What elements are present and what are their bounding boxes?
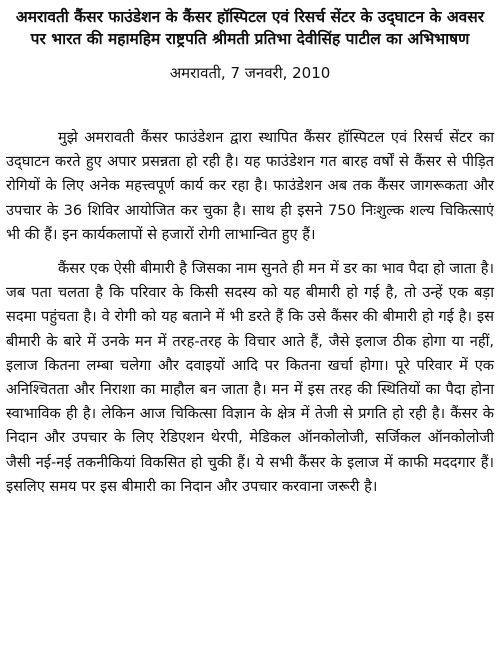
dateline: अमरावती, 7 जनवरी, 2010	[169, 64, 331, 82]
paragraph-1: मुझे अमरावती कैंसर फाउंडेशन द्वारा स्थापित कैंसर हॉस्पिटल एवं रिसर्च सेंटर का उद्‌घाटन करते हुए अपार प्रसन्नता हो रही है। यह फाउंडेशन गत बारह वर्षों से कैंसर से पीड़ित रोगियों के लिए अनेक महत्त्वपूर्ण कार्य कर रहा है। फाउंडेशन अब तक कैंसर जागरूकता और उपचार के 36 शिविर आयोजित कर चुका है। साथ ही इसने 750 निःशुल्क शल्य चिकित्साएं भी की हैं। इन कार्यकलापों से हजारों रोगी लाभान्वित हुए हैं।	[6, 129, 494, 243]
document-title: अमरावती कैंसर फाउंडेशन के कैंसर हॉस्पिटल एवं रिसर्च सेंटर के उद्‌घाटन के अवसर पर भारत की महामहिम राष्ट्रपति श्रीमती प्रतिभा देवीसिंह पाटील का अभिभाषण	[15, 8, 485, 48]
paragraph-2: कैंसर एक ऐसी बीमारी है जिसका नाम सुनते ही मन में डर का भाव पैदा हो जाता है। जब पता चलता है कि परिवार के किसी सदस्य को यह बीमारी हो गई है, तो उन्हें एक बड़ा सदमा पहुंचता है। वे रोगी को यह बताने में भी डरते हैं कि उसे कैंसर की बीमारी हो गई है। इस बीमारी के बारे में उनके मन में तरह-तरह के विचार आते हैं, जैसे इलाज ठीक होगा या नहीं, इलाज कितना लम्बा चलेगा और दवाइयों आदि पर कितना खर्चा होगा। पूरे परिवार में एक अनिश्चितता और निराशा का माहौल बन जाता है। मन में इस तरह की स्थितियों का पैदा होना स्वाभाविक ही है। लेकिन आज चिकित्सा विज्ञान के क्षेत्र में तेजी से प्रगति हो रही है। कैंसर के निदान और उपचार के लिए रेडिएशन थेरपी, मेडिकल ऑनकोलोजी, सर्जिकल ऑनकोलोजी जैसी नई-नई तकनीकियां विकसित हो चुकी हैं। ये सभी कैंसर के इलाज में काफी मददगार हैं। इसलिए समय पर इस बीमारी का निदान और उपचार करवाना जरूरी है।	[6, 260, 494, 495]
